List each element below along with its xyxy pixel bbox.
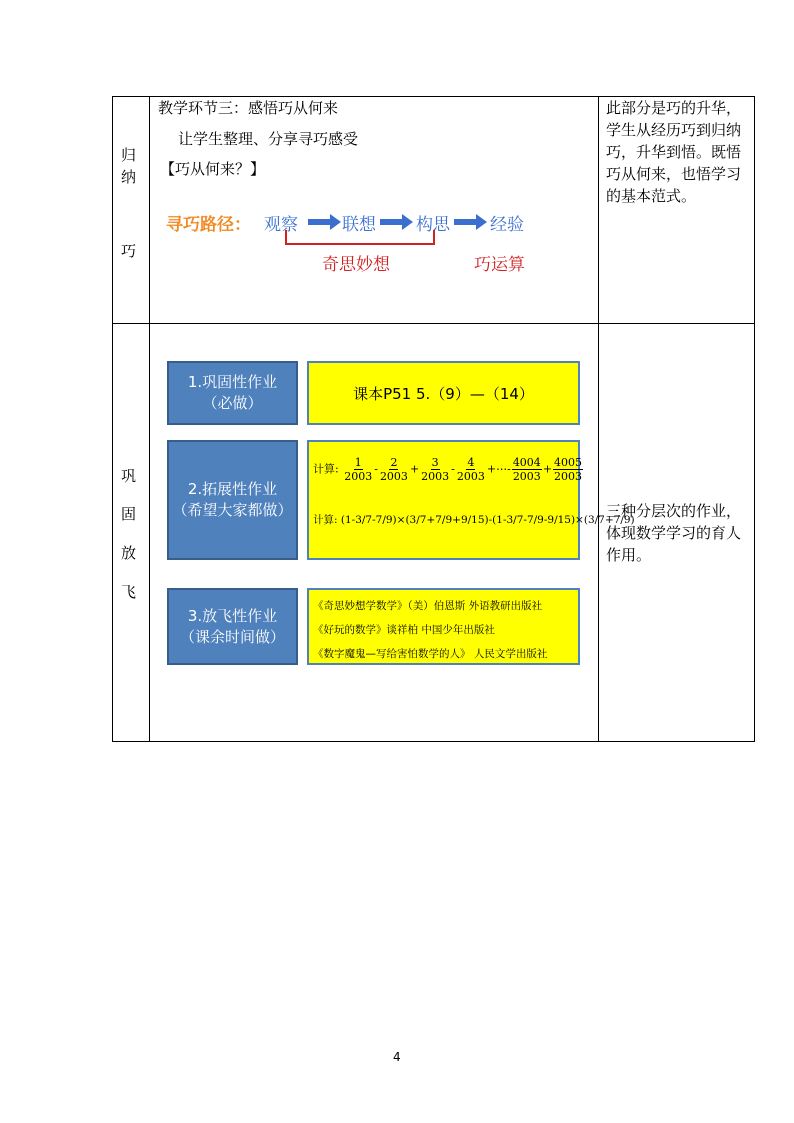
calc-label: 计算:: [313, 514, 338, 526]
path-step: 构思: [416, 215, 450, 235]
hw1-subtitle: （必做）: [202, 394, 263, 412]
book-item: 《奇思妙想学数学》（美）伯恩斯 外语教研出版社: [313, 600, 543, 612]
label-char: 飞: [121, 583, 137, 601]
denominator: 2003: [421, 470, 450, 483]
hw2-task-box: [307, 440, 635, 560]
fraction: [553, 456, 583, 483]
row-note: 此部分是巧的升华，学生从经历巧到归纳巧，升华到悟。既悟巧从何来，也悟学习的基本范式。: [606, 99, 742, 205]
operator: -: [374, 462, 378, 476]
denominator: 2003: [456, 470, 485, 483]
numerator: 4: [467, 456, 475, 469]
table-border-right: [754, 96, 755, 742]
label-char: 巩: [121, 467, 137, 485]
numerator: 1: [354, 456, 362, 469]
denominator: 2003: [512, 470, 541, 483]
table-border-bottom: [112, 741, 755, 742]
hw1-box: [167, 361, 298, 425]
page-number: 4: [393, 1050, 401, 1064]
path-label: 寻巧路径：: [166, 215, 251, 235]
fraction: [512, 456, 542, 483]
hw2-formula-1: [313, 456, 584, 483]
hw3-title: 3.放飞性作业: [187, 606, 278, 625]
bracket-label-2: 巧运算: [474, 255, 525, 275]
hw2-formula-2: [313, 512, 635, 527]
label-char: 巧: [121, 242, 137, 260]
row-note: 三种分层次的作业，体现数学学习的育人作用。: [606, 502, 742, 564]
hw2-subtitle: （希望大家都做）: [172, 501, 293, 519]
numerator: 2: [390, 456, 398, 469]
numerator: 4004: [512, 456, 541, 469]
book-item: 《数字魔鬼—写给害怕数学的人》 人民文学出版社: [313, 648, 548, 660]
label-char: 固: [121, 505, 137, 523]
hw1-task: 课本P51 5.（9）—（14）: [353, 384, 534, 403]
bracket-icon: [280, 228, 440, 246]
table-divider-label: [149, 96, 150, 742]
label-char: 归: [121, 146, 137, 164]
path-step: 观察: [264, 215, 298, 235]
denominator: 2003: [379, 470, 408, 483]
section-heading: 教学环节三：感悟巧从何来: [158, 99, 339, 117]
fraction: [379, 456, 409, 483]
hw2-box: [167, 440, 298, 560]
operator: -: [451, 462, 455, 476]
table-divider-note: [598, 96, 599, 742]
denominator: 2003: [344, 470, 373, 483]
hw1-task-box: [307, 361, 580, 425]
path-step: 经验: [490, 215, 524, 235]
fraction: [420, 456, 450, 483]
formula-text: (1-3/7-7/9)×(3/7+7/9+9/15)-(1-3/7-7/9-9/15)×(3/7+7/9): [340, 514, 635, 526]
table-row-divider: [112, 323, 755, 324]
numerator: 3: [431, 456, 439, 469]
fraction: [343, 456, 373, 483]
book-item: 《好玩的数学》谈祥柏 中国少年出版社: [313, 624, 495, 636]
operator: +: [542, 462, 553, 476]
hw2-title: 2.拓展性作业: [187, 480, 278, 498]
calc-label: 计算:: [313, 462, 339, 476]
path-step: 联想: [342, 215, 376, 235]
fraction: [456, 456, 486, 483]
table-border-left: [112, 96, 113, 742]
operator: +: [409, 462, 420, 476]
section-question: 【巧从何来？】: [160, 160, 266, 178]
hw3-subtitle: （课余时间做）: [179, 627, 285, 646]
denominator: 2003: [554, 470, 583, 483]
hw1-title: 1.巩固性作业: [187, 373, 278, 391]
hw3-books-box: [307, 588, 580, 665]
section-subline: 让学生整理、分享寻巧感受: [178, 130, 359, 148]
label-char: 纳: [121, 168, 137, 186]
label-char: 放: [121, 544, 137, 562]
numerator: 4005: [554, 456, 583, 469]
hw3-box: [167, 588, 298, 665]
operator: +⋯-: [486, 462, 511, 476]
bracket-label: 奇思妙想: [322, 255, 390, 275]
arrow-right-icon: [454, 214, 488, 230]
